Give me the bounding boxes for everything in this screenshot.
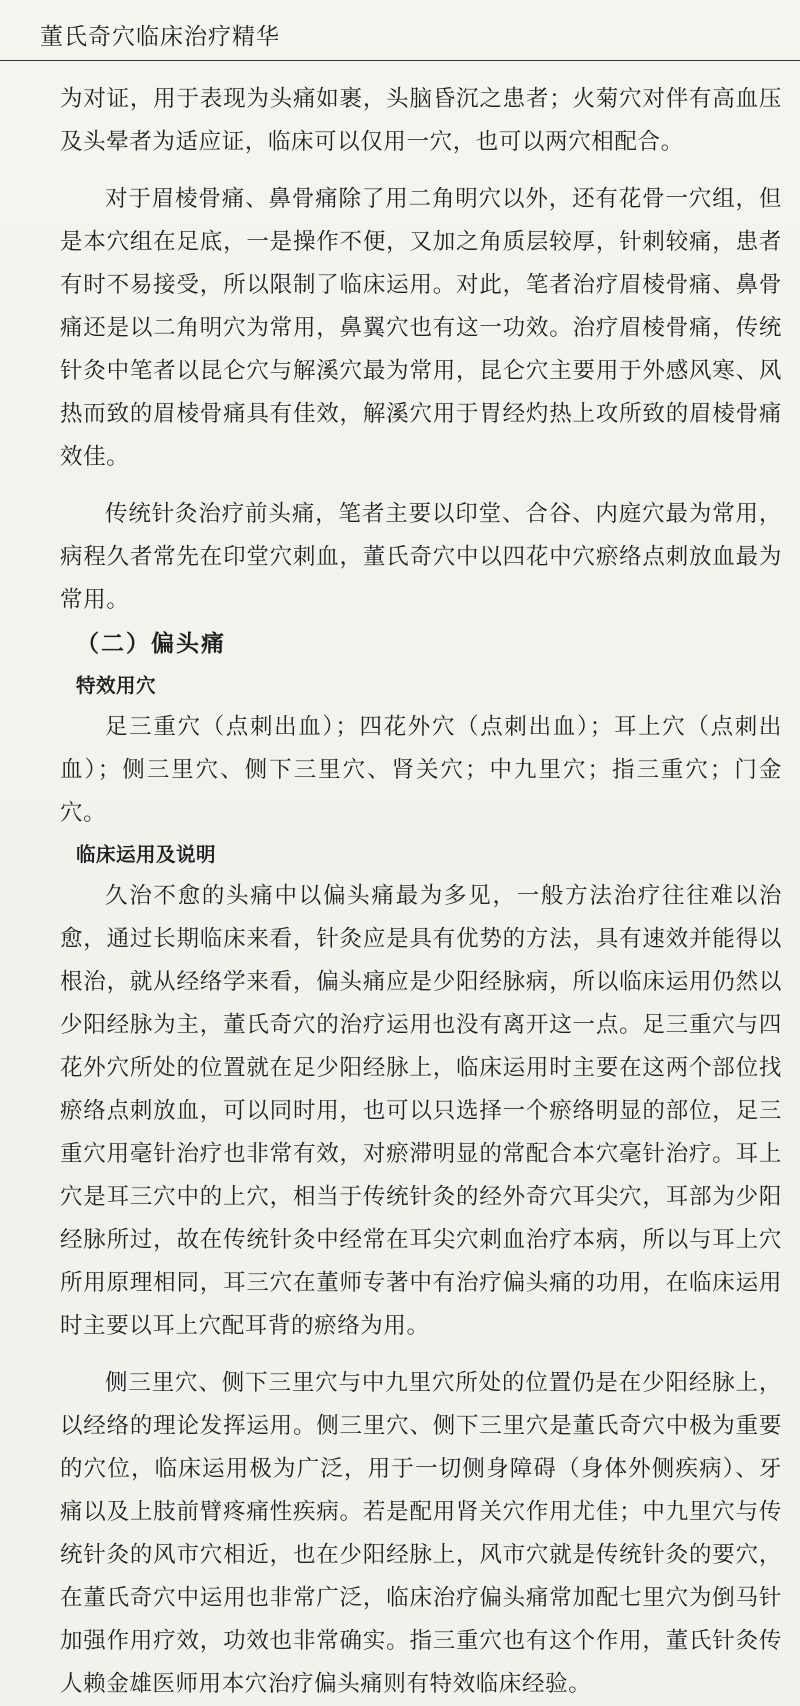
running-header-title: 董氏奇穴临床治疗精华	[40, 24, 280, 50]
page-body	[60, 78, 782, 1706]
section-heading-migraine: （二）偏头痛	[76, 631, 226, 657]
paragraph-gap	[60, 1348, 782, 1362]
header-divider	[0, 60, 800, 61]
paragraph-gap	[60, 479, 782, 493]
paragraph-gap	[60, 164, 782, 178]
paragraph-eyebrow-pain: 对于眉棱骨痛、鼻骨痛除了用二角明穴以外，还有花骨一穴组，但是本穴组在足底，一是操作不便，又加之角质层较厚，针刺较痛，患者有时不易接受，所以限制了临床运用。对此，笔者治疗眉棱骨痛、鼻骨痛还是以二角明穴为常用，鼻翼穴也有这一功效。治疗眉棱骨痛，传统针灸中笔者以昆仑穴与解溪穴最为常用，昆仑穴主要用于外感风寒、风热而致的眉棱骨痛具有佳效，解溪穴用于胃经灼热上攻所致的眉棱骨痛效佳。	[60, 186, 782, 470]
subheading-clinical-use: 临床运用及说明	[76, 843, 217, 866]
subheading-special-points: 特效用穴	[76, 674, 157, 697]
paragraph-shaoyang-points: 侧三里穴、侧下三里穴与中九里穴所处的位置仍是在少阳经脉上，以经络的理论发挥运用。侧三里穴、侧下三里穴是董氏奇穴中极为重要的穴位，临床运用极为广泛，用于一切侧身障碍（身体外侧疾病）、牙痛以及上肢前臂疼痛性疾病。若是配用肾关穴作用尤佳；中九里穴与传统针灸的风市穴相近，也在少阳经脉上，风市穴就是传统针灸的要穴，在董氏奇穴中运用也非常广泛，临床治疗偏头痛常加配七里穴为倒马针加强作用疗效，功效也非常确实。指三重穴也有这个作用，董氏针灸传人赖金雄医师用本穴治疗偏头痛则有特效临床经验。	[60, 1370, 782, 1697]
paragraph-continued: 为对证，用于表现为头痛如裹，头脑昏沉之患者；火菊穴对伴有高血压及头晕者为适应证，临床可以仅用一穴，也可以两穴相配合。	[60, 86, 782, 155]
paragraph-frontal-headache: 传统针灸治疗前头痛，笔者主要以印堂、合谷、内庭穴最为常用，病程久者常先在印堂穴刺血，董氏奇穴中以四花中穴瘀络点刺放血最为常用。	[60, 501, 782, 613]
paragraph-clinical-explanation: 久治不愈的头痛中以偏头痛最为多见，一般方法治疗往往难以治愈，通过长期临床来看，针灸应是具有优势的方法，具有速效并能得以根治，就从经络学来看，偏头痛应是少阳经脉病，所以临床运用仍然以少阳经脉为主，董氏奇穴的治疗运用也没有离开这一点。足三重穴与四花外穴所处的位置就在足少阳经脉上，临床运用时主要在这两个部位找瘀络点刺放血，可以同时用，也可以只选择一个瘀络明显的部位，足三重穴用毫针治疗也非常有效，对瘀滞明显的常配合本穴毫针治疗。耳上穴是耳三穴中的上穴，相当于传统针灸的经外奇穴耳尖穴，耳部为少阳经脉所过，故在传统针灸中经常在耳尖穴刺血治疗本病，所以与耳上穴所用原理相同，耳三穴在董师专著中有治疗偏头痛的功用，在临床运用时主要以耳上穴配耳背的瘀络为用。	[60, 883, 782, 1339]
paragraph-point-list: 足三重穴（点刺出血）；四花外穴（点刺出血）；耳上穴（点刺出血）；侧三里穴、侧下三里穴、肾关穴；中九里穴；指三重穴；门金穴。	[60, 714, 782, 826]
